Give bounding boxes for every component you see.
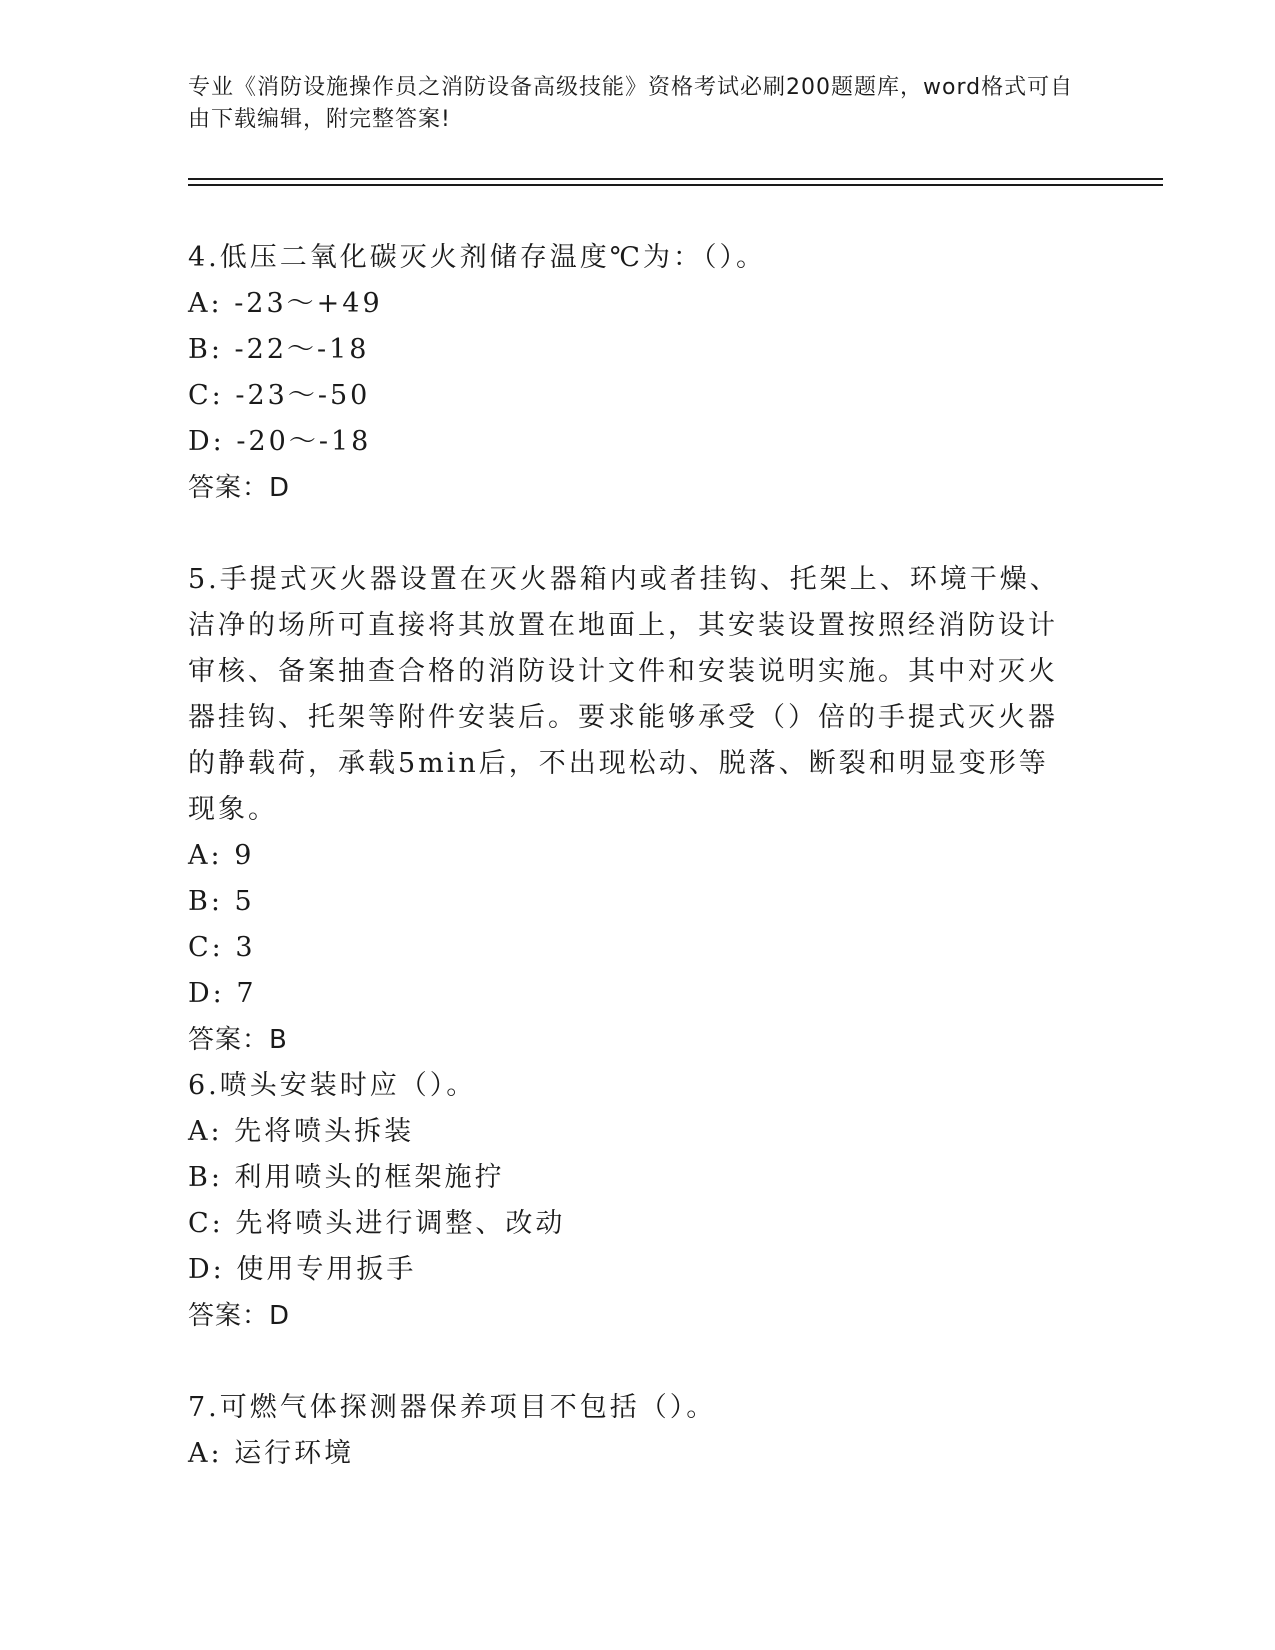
option-separator: : xyxy=(210,334,235,365)
option-a xyxy=(188,1109,1078,1155)
question-stem: 5.手提式灭火器设置在灭火器箱内或者挂钩、托架上、环境干燥、洁净的场所可直接将其放置在地面上，其安装设置按照经消防设计审核、备案抽查合格的消防设计文件和安装说明实施。其中对灭火器挂钩、托架等附件安装后。要求能够承受（）倍的手提式灭火器的静载荷，承载5min后，不出现松动、脱落、断裂和明显变形等现象。 xyxy=(188,564,1060,825)
option-separator: : xyxy=(211,932,236,963)
option-b xyxy=(188,327,1078,373)
option-d xyxy=(188,419,1078,465)
answer-label: 答案： xyxy=(188,1301,270,1331)
answer-value: B xyxy=(269,1025,288,1055)
option-separator: : xyxy=(212,978,237,1009)
option-a xyxy=(188,1431,1078,1477)
option-key: C xyxy=(188,380,212,411)
option-text: -22～-18 xyxy=(234,334,370,365)
option-text: 3 xyxy=(235,932,256,963)
question-6 xyxy=(188,1063,1078,1339)
option-separator: : xyxy=(210,288,235,319)
option-separator: : xyxy=(211,380,236,411)
option-key: B xyxy=(188,1162,211,1193)
option-key: B xyxy=(188,334,211,365)
option-text: 先将喷头拆装 xyxy=(234,1116,415,1147)
option-text: 9 xyxy=(234,840,255,871)
option-b xyxy=(188,879,1078,925)
option-d xyxy=(188,971,1078,1017)
option-key: A xyxy=(188,288,211,319)
answer-value: D xyxy=(269,1301,291,1331)
option-key: D xyxy=(188,1254,213,1285)
option-key: A xyxy=(188,1438,211,1469)
option-a xyxy=(188,833,1078,879)
header-divider-bottom xyxy=(188,184,1163,186)
option-d xyxy=(188,1247,1078,1293)
question-4 xyxy=(188,235,1078,511)
option-c xyxy=(188,1201,1078,1247)
option-separator: : xyxy=(210,1162,235,1193)
option-separator: : xyxy=(210,1116,235,1147)
option-separator: : xyxy=(210,886,235,917)
option-c xyxy=(188,925,1078,971)
answer xyxy=(188,1017,1078,1063)
option-key: D xyxy=(188,426,213,457)
question-stem: 6.喷头安装时应（）。 xyxy=(188,1070,477,1101)
option-text: 先将喷头进行调整、改动 xyxy=(235,1208,566,1239)
question-7 xyxy=(188,1385,1078,1477)
option-key: C xyxy=(188,932,212,963)
option-separator: : xyxy=(212,426,237,457)
question-stem: 4.低压二氧化碳灭火剂储存温度℃为：（）。 xyxy=(188,242,766,273)
option-text: -23～+49 xyxy=(234,288,383,319)
option-text: -23～-50 xyxy=(235,380,371,411)
header-divider-top xyxy=(188,178,1163,180)
document-header: 专业《消防设施操作员之消防设备高级技能》资格考试必刷200题题库，word格式可自由下载编辑，附完整答案! xyxy=(188,75,1074,132)
option-separator: : xyxy=(211,1208,236,1239)
answer xyxy=(188,1293,1078,1339)
option-separator: : xyxy=(210,840,235,871)
question-5 xyxy=(188,557,1078,1063)
option-b xyxy=(188,1155,1078,1201)
option-text: 7 xyxy=(236,978,257,1009)
answer-label: 答案： xyxy=(188,473,270,503)
option-text: -20～-18 xyxy=(236,426,372,457)
option-text: 运行环境 xyxy=(234,1438,355,1469)
option-text: 利用喷头的框架施拧 xyxy=(234,1162,505,1193)
option-text: 使用专用扳手 xyxy=(236,1254,417,1285)
option-key: D xyxy=(188,978,213,1009)
option-text: 5 xyxy=(234,886,255,917)
question-stem: 7.可燃气体探测器保养项目不包括（）。 xyxy=(188,1392,717,1423)
option-separator: : xyxy=(210,1438,235,1469)
answer-value: D xyxy=(269,473,291,503)
option-a xyxy=(188,281,1078,327)
option-key: C xyxy=(188,1208,212,1239)
option-key: B xyxy=(188,886,211,917)
option-key: A xyxy=(188,1116,211,1147)
answer xyxy=(188,465,1078,511)
option-key: A xyxy=(188,840,211,871)
option-separator: : xyxy=(212,1254,237,1285)
option-c xyxy=(188,373,1078,419)
answer-label: 答案： xyxy=(188,1025,270,1055)
